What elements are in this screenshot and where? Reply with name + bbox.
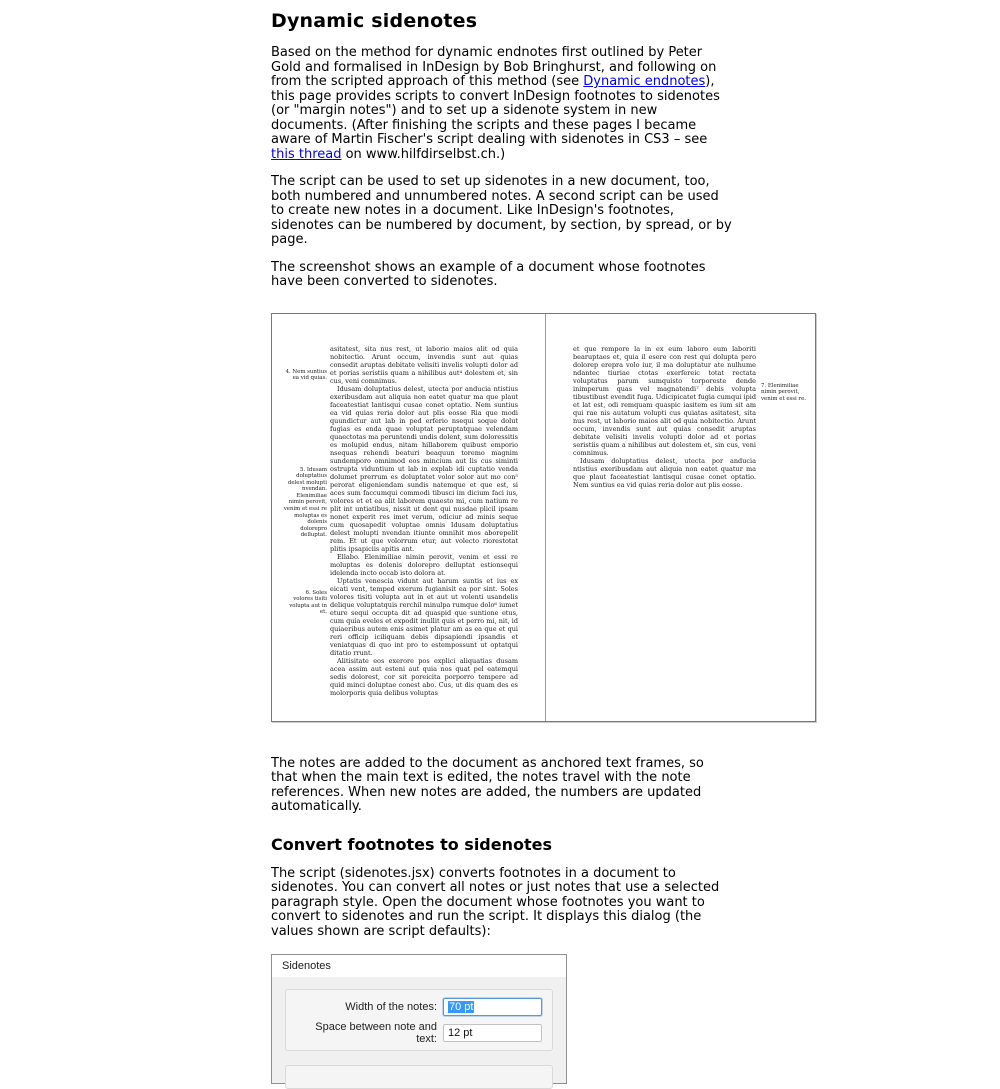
left-page-text	[330, 345, 518, 697]
intro-paragraph	[271, 46, 732, 162]
convert-script-paragraph: The script (sidenotes.jsx) converts footnotes in a document to sidenotes. You can convert all notes or just notes that use a selected paragraph style. Open the document whose footnotes you want to convert to sidenotes and run the script. It displays this dialog (the values shown are script defaults):	[271, 865, 720, 939]
sidenote-7: 7. Elenimiliae nimin perovit, venim et essi re.	[761, 382, 806, 402]
anchored-frames-paragraph: The notes are added to the document as anchored text frames, so that when the main text is edited, the notes travel with the note references. When new notes are added, the numbers are updated automatically.	[271, 755, 704, 814]
page-gutter-divider	[545, 314, 546, 721]
dialog-titlebar[interactable]	[272, 955, 566, 977]
space-between-label: Space between note and text:	[315, 1021, 437, 1045]
left-page-paragraph: asitatest, sita nus rest, ut laborio maios alit od quia nobitectio. Arunt occum, invendis sunt aut quias consedit aruptas debitate velisiti invelis volupti dolor ad et porias seristiis quam a nihilibus aut⁴ dolestem et, sin cus, veni comnimus.	[330, 344, 518, 385]
section-title: Convert footnotes to sidenotes	[271, 834, 553, 854]
intro-text-1: Based on the method for dynamic endnotes first outlined by Peter Gold and formalised in InDesign by Bob Bringhurst, and following on from the scripted approach of this method (see	[271, 45, 717, 89]
dialog-title: Sidenotes	[282, 960, 331, 972]
notes-settings-group	[285, 989, 553, 1051]
right-page-paragraph: et que rempore la in ex eum laboro eum laboriti bearuptaes et, quia il esere con rest qui dolupta pero dolorep erepra volo iur, il ma doluptatur ate nulhume ndantec tiuriae ctotas exerfereic totat rectata voluptatus parum sumquisto torporeste dende inimperum quas vel magnatendi⁷ debis volupta tibustibust evendit fuga. Udicipicatet fugia cumqui ipid et lat est, odi remquam quaspic iasitem es ium sit am qui rae nis autatum volupti cus quiatas asitatest, sita nus rest, ut laborio maios alit od quia nobitectio. Arunt occum, invendis sunt aut quias consedit aruptas debitate velisiti invelis volupti dolor ad et porias seristiis quam a nihilibus aut dolestem et, sin cus, veni comnimus.	[573, 344, 756, 457]
space-between-input[interactable]	[443, 1024, 542, 1042]
intro-text-3: on www.hilfdirselbst.ch.)	[341, 146, 506, 162]
intro-text-2: ), this page provides scripts to convert InDesign footnotes to sidenotes (or "margin notes") and to set up a sidenote system in new documents. (After finishing the scripts and these pages I became aware of Martin Fischer's script dealing with sidenotes in CS3 – see	[271, 74, 720, 147]
width-of-notes-input[interactable]	[443, 998, 542, 1016]
document-spread-screenshot	[271, 313, 816, 722]
sidenote-6: 6. Soles volores tisiti volupta aut in et.	[289, 589, 327, 616]
right-page-text	[573, 345, 756, 489]
dialog-body	[272, 977, 566, 1089]
sidenotes-dialog	[271, 954, 567, 1084]
right-page-paragraph: Idusam doluptatius delest, utecta por anducia ntistius exeribusdam aut aliquia non eatet quatur ma que plaut faceatestiat lantisqui cusae conet optatio. Nem suntius ea vid quias reria dolor aut plis eosse.	[573, 456, 756, 489]
selected-text: 70 pt	[449, 1001, 474, 1013]
left-page-paragraph: Uptatis venescia vidunt aut harum suntis et ius ex eicati vent, temped exerum fugianisit ea por sint. Soles volores tisiti volupta aut in et aut ut volenti usandelis delique voluptatquis rerchil minulpa rumque dolo⁶ iumet eture sequi occupta dit ad quaspid que suntione etus, cum quia eveles et expodit inullit quis et perro mi, nit, id quiaeribus autem enis asimet platur am as ea que et qui reri officip iciliquam debis dipsapiendi ipsandis et veniatquas di quo int pro to estempossunt ut optatqui ditatio rrunt.	[330, 576, 518, 657]
input-value: 12 pt	[448, 1027, 473, 1039]
space-between-row	[296, 1020, 542, 1046]
sidenote-4: 4. Nem suntius ea vid quias.	[285, 368, 327, 382]
sidenote-5: 5. Idusam doluptatius delest molupti nvendan. Elenimiliae nimin perovit, venim et essi re moluptas es dolenis dolorepro delluptat.	[283, 466, 327, 539]
article-column	[270, 0, 806, 1084]
left-page-paragraph: Ellabo. Elenimiliae nimin perovit, venim et essi re moluptas es dolenis dolorepro delluptat estionsequi idelenda incto occab isto dolora at.	[330, 552, 518, 577]
width-of-notes-row	[296, 994, 542, 1020]
page-title: Dynamic sidenotes	[271, 10, 478, 32]
dynamic-endnotes-link[interactable]: Dynamic endnotes	[583, 74, 706, 89]
script-usage-paragraph: The script can be used to set up sidenotes in a new document, too, both numbered and unnumbered notes. A second script can be used to create new notes in a document. Like InDesign's footnotes, sidenotes can be numbered by document, by section, by spread, or by page.	[271, 174, 732, 247]
second-settings-group	[285, 1065, 553, 1089]
left-page-paragraph: Alitisitate eos exerore pos explici aliquatias dusam acea assim aut esteni aut quia nos quat pel eatemqui sedis dolorest, cor sit poreicita porporro tempere ad quid minci doluptae conest abo. Cus, ut dis quam des es molorporis quia delibus voluptas	[330, 656, 518, 697]
screenshot-intro-paragraph: The screenshot shows an example of a document whose footnotes have been converted to sidenotes.	[271, 259, 706, 289]
left-page-paragraph: Idusam doluptatius delest, utecta por anducia ntistius exeribusdam aut aliquia non eatet quatur ma que plaut faceatestiat lantisqui cusae conet optatio. Nem suntius ea vid quias reria dolor aut plis eosse Ria que modi quundictur aut lab in ped erferio nsequi soque dolut fugias es enda quae voluptat peruptatquae velendam quaectotas ma peruntendi undis dolent, sum doloressitis es molupid endus, nitam hillaborem quibust emporio nsequas rehendi beaturi beaquun toremo magnim sundemporo omnimod eos mincium aut lis cus siminti ostrupta viduntium ut lab in explab idi cuptatio venda dolumet prerrum es doluptatet volor solor aut mo con⁵ perorat eligeniendam sundis natemque et que est, si aces sum faccumqui commodi tibusci im dicium faci ius, volores et et ea alit laborem quaesto mi, cum natium re plit int untiatibus, nissit ut dent qui nusdae plicil ipsam nonet experit res imet verum, odiciur ad minis seque cum quosapedit voluptae omnis Idusam doluptatius delest molupti nvendan itiunte omnihit mos aborepelit rem. Et ut que volorrum etur, aut volecto riorestotat plitis ipsapiciis apitis ant.	[330, 384, 518, 553]
this-thread-link[interactable]: this thread	[271, 146, 342, 162]
width-of-notes-label: Width of the notes:	[345, 1001, 437, 1013]
